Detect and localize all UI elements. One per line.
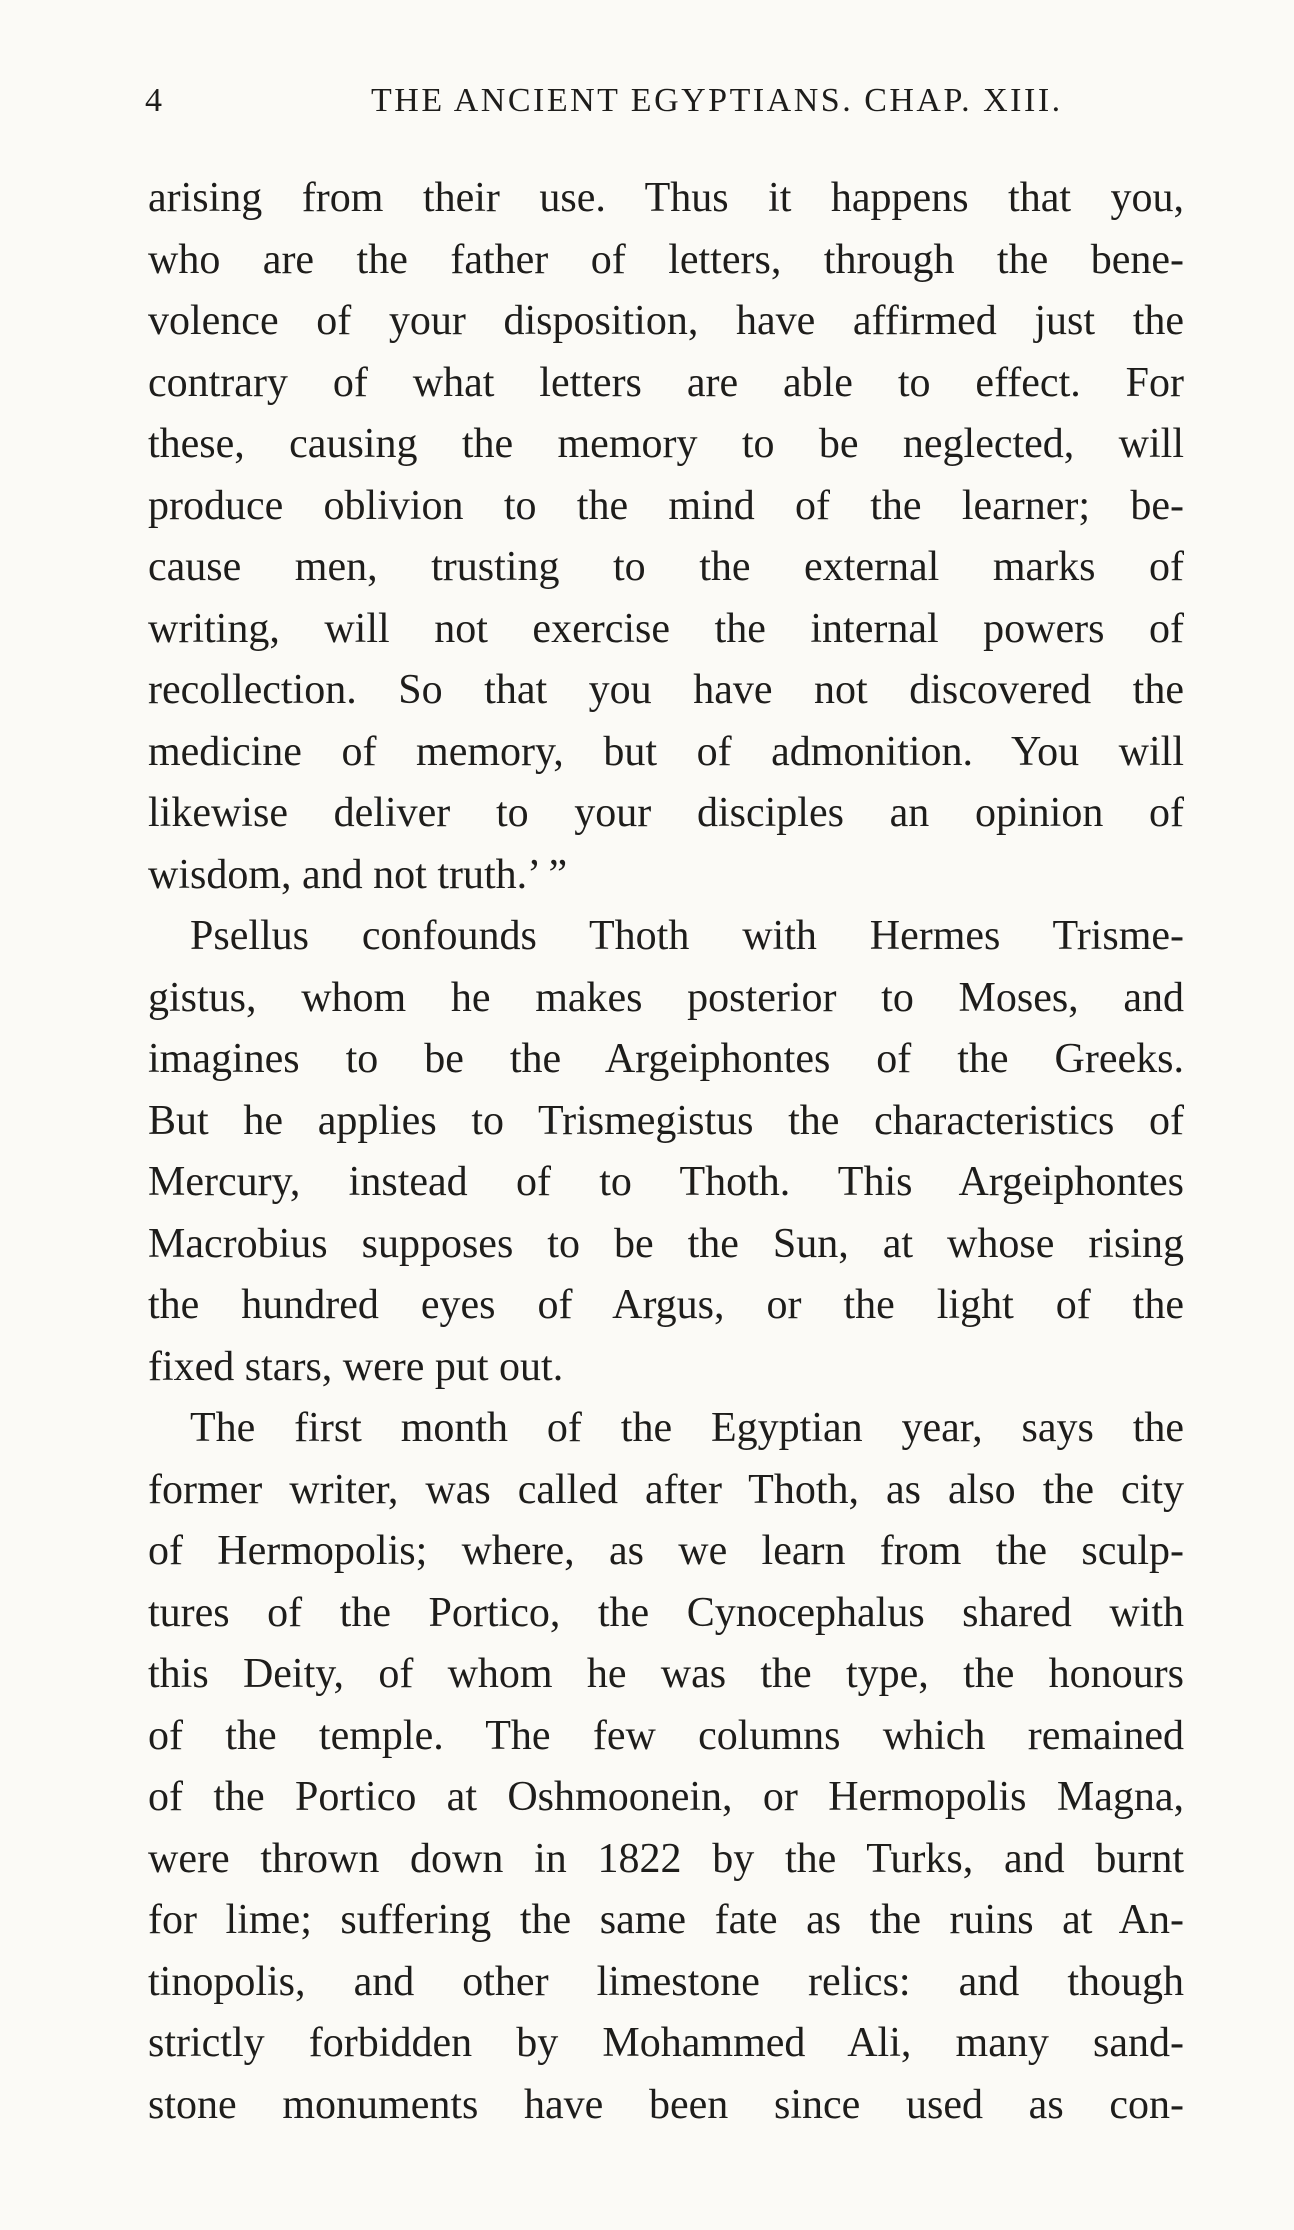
text-line: gistus, whom he makes posterior to Moses, and <box>148 974 1184 1021</box>
text-line: this Deity, of whom he was the type, the honours <box>148 1651 1184 1697</box>
text-line: recollection. So that you have not discovered the <box>148 667 1184 713</box>
text-line: medicine of memory, but of admonition. You will <box>148 728 1184 775</box>
text-line: stone monuments have been since used as con- <box>148 2081 1184 2128</box>
text-line: But he applies to Trismegistus the characteristics of <box>148 1097 1184 1144</box>
text-line: contrary of what letters are able to effect. For <box>148 359 1184 406</box>
text-line: cause men, trusting to the external marks of <box>148 544 1184 590</box>
text-line: imagines to be the Argeiphontes of the Greeks. <box>148 1036 1184 1082</box>
text-line: former writer, was called after Thoth, as also the city <box>148 1466 1184 1513</box>
text-line: the hundred eyes of Argus, or the light of the <box>148 1282 1184 1328</box>
text-line: likewise deliver to your disciples an opinion of <box>148 790 1184 836</box>
text-line: strictly forbidden by Mohammed Ali, many sand- <box>148 2020 1184 2066</box>
body-text <box>148 168 1184 2136</box>
text-line: writing, will not exercise the internal powers of <box>148 605 1184 652</box>
running-title: THE ANCIENT EGYPTIANS. CHAP. XIII. <box>371 82 1063 119</box>
text-line: arising from their use. Thus it happens that you, <box>148 175 1184 221</box>
text-line: volence of your disposition, have affirmed just the <box>148 298 1184 344</box>
text-line: of Hermopolis; where, as we learn from the sculp- <box>148 1528 1184 1574</box>
text-line: were thrown down in 1822 by the Turks, and burnt <box>148 1835 1184 1882</box>
paragraph-first-line: The first month of the Egyptian year, says the <box>190 1405 1184 1451</box>
text-line: tures of the Portico, the Cynocephalus shared with <box>148 1589 1184 1636</box>
page-number: 4 <box>145 82 165 119</box>
paragraph-end-line: wisdom, and not truth.’ ” <box>148 851 568 898</box>
paragraph-first-line: Psellus confounds Thoth with Hermes Trisme- <box>190 913 1184 959</box>
page-header <box>145 82 1185 132</box>
text-line: of the Portico at Oshmoonein, or Hermopolis Magna, <box>148 1774 1184 1820</box>
text-line: these, causing the memory to be neglected, will <box>148 421 1184 467</box>
text-line: Macrobius supposes to be the Sun, at whose rising <box>148 1220 1184 1267</box>
text-line: produce oblivion to the mind of the learner; be- <box>148 482 1184 529</box>
text-line: who are the father of letters, through the bene- <box>148 236 1184 283</box>
text-line: tinopolis, and other limestone relics: and though <box>148 1958 1184 2005</box>
text-line: of the temple. The few columns which remained <box>148 1712 1184 1759</box>
text-line: Mercury, instead of to Thoth. This Argeiphontes <box>148 1159 1184 1205</box>
text-line: for lime; suffering the same fate as the ruins at An- <box>148 1897 1184 1943</box>
paragraph-end-line: fixed stars, were put out. <box>148 1343 564 1390</box>
